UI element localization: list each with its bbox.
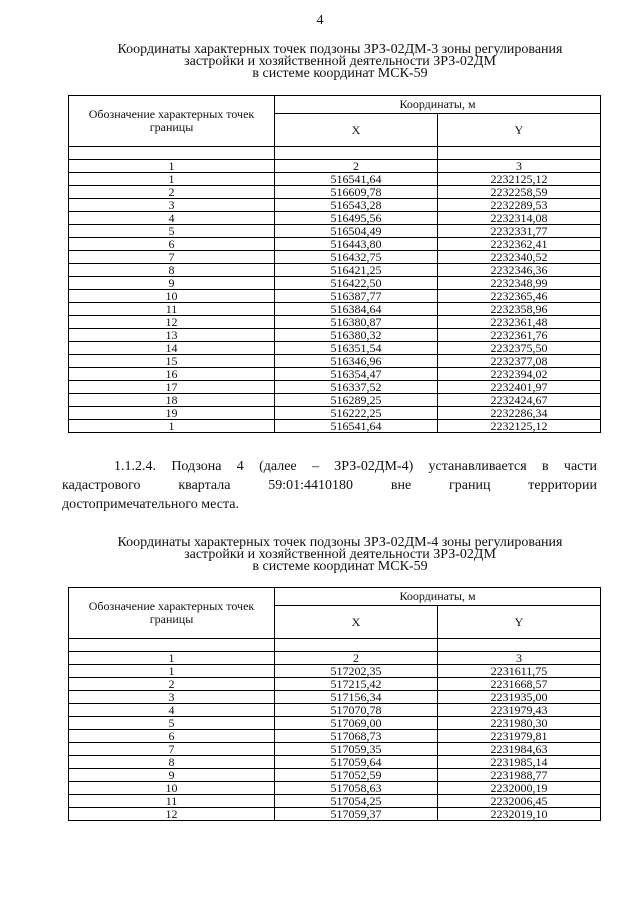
- column-header-y: Y: [438, 114, 601, 147]
- column-header-point-name: Обозначение характерных точек границы: [69, 588, 275, 639]
- column-header-coordinates: Координаты, м: [275, 96, 601, 114]
- point-number-cell: 11: [69, 795, 275, 808]
- y-coordinate-cell: 2231985,14: [438, 756, 601, 769]
- table-row: [69, 186, 601, 199]
- point-number-cell: 9: [69, 769, 275, 782]
- x-coordinate-cell: 516337,52: [275, 381, 438, 394]
- point-number-cell: 12: [69, 808, 275, 821]
- point-number-cell: 1: [69, 420, 275, 433]
- y-coordinate-cell: 2232424,67: [438, 394, 601, 407]
- table-row: [69, 381, 601, 394]
- table-row: [69, 264, 601, 277]
- paragraph-line: 1.1.2.4. Подзона 4 (далее – ЗРЗ-02ДМ-4) устанавливается в части: [114, 459, 597, 474]
- point-number-cell: 5: [69, 225, 275, 238]
- column-header-coordinates: Координаты, м: [275, 588, 601, 606]
- point-number-cell: 19: [69, 407, 275, 420]
- x-coordinate-cell: 517069,00: [275, 717, 438, 730]
- paragraph-line: достопримечательного места.: [62, 497, 239, 512]
- x-coordinate-cell: 516346,96: [275, 355, 438, 368]
- x-coordinate-cell: 516222,25: [275, 407, 438, 420]
- table-row: [69, 342, 601, 355]
- point-number-cell: 1: [69, 173, 275, 186]
- point-number-cell: 4: [69, 212, 275, 225]
- table-row: [69, 251, 601, 264]
- table-row: [69, 303, 601, 316]
- table-row: [69, 238, 601, 251]
- point-number-cell: 12: [69, 316, 275, 329]
- point-number-cell: 18: [69, 394, 275, 407]
- column-number: 3: [438, 652, 601, 665]
- point-number-cell: 3: [69, 691, 275, 704]
- table-row: [69, 290, 601, 303]
- y-coordinate-cell: 2232358,96: [438, 303, 601, 316]
- table2-body: [69, 665, 601, 821]
- table1-title-line: Координаты характерных точек подзоны ЗРЗ-02ДМ-3 зоны регулирования: [117, 42, 563, 57]
- y-coordinate-cell: 2231988,77: [438, 769, 601, 782]
- x-coordinate-cell: 517059,64: [275, 756, 438, 769]
- point-number-cell: 1: [69, 665, 275, 678]
- y-coordinate-cell: 2232340,52: [438, 251, 601, 264]
- x-coordinate-cell: 516609,78: [275, 186, 438, 199]
- table-row: [69, 394, 601, 407]
- column-number: 2: [275, 652, 438, 665]
- x-coordinate-cell: 516432,75: [275, 251, 438, 264]
- y-coordinate-cell: 2232362,41: [438, 238, 601, 251]
- point-number-cell: 2: [69, 186, 275, 199]
- point-number-cell: 16: [69, 368, 275, 381]
- y-coordinate-cell: 2232346,36: [438, 264, 601, 277]
- table2-title: [60, 537, 620, 573]
- point-number-cell: 11: [69, 303, 275, 316]
- y-coordinate-cell: 2232394,02: [438, 368, 601, 381]
- column-number: 2: [275, 160, 438, 173]
- x-coordinate-cell: 516541,64: [275, 173, 438, 186]
- column-header-y: Y: [438, 606, 601, 639]
- x-coordinate-cell: 516351,54: [275, 342, 438, 355]
- table-row: [69, 691, 601, 704]
- x-coordinate-cell: 517059,35: [275, 743, 438, 756]
- point-number-cell: 9: [69, 277, 275, 290]
- x-coordinate-cell: 516354,47: [275, 368, 438, 381]
- table-row: [69, 704, 601, 717]
- x-coordinate-cell: 516380,32: [275, 329, 438, 342]
- table-row: [69, 329, 601, 342]
- table-row: [69, 407, 601, 420]
- y-coordinate-cell: 2232000,19: [438, 782, 601, 795]
- table2-title-line: застройки и хозяйственной деятельности ЗРЗ-02ДМ: [184, 547, 496, 562]
- page-number: 4: [316, 13, 324, 28]
- y-coordinate-cell: 2232365,46: [438, 290, 601, 303]
- x-coordinate-cell: 516289,25: [275, 394, 438, 407]
- table-row: [69, 420, 601, 433]
- point-number-cell: 8: [69, 264, 275, 277]
- x-coordinate-cell: 516543,28: [275, 199, 438, 212]
- point-number-cell: 7: [69, 251, 275, 264]
- table-row: [69, 717, 601, 730]
- column-number: 1: [69, 160, 275, 173]
- x-coordinate-cell: 517058,63: [275, 782, 438, 795]
- point-number-cell: 2: [69, 678, 275, 691]
- y-coordinate-cell: 2231935,00: [438, 691, 601, 704]
- x-coordinate-cell: 517052,59: [275, 769, 438, 782]
- point-number-cell: 17: [69, 381, 275, 394]
- point-number-cell: 10: [69, 290, 275, 303]
- table-row: [69, 769, 601, 782]
- y-coordinate-cell: 2232375,50: [438, 342, 601, 355]
- x-coordinate-cell: 517059,37: [275, 808, 438, 821]
- x-coordinate-cell: 516422,50: [275, 277, 438, 290]
- table-row: [69, 355, 601, 368]
- y-coordinate-cell: 2231668,57: [438, 678, 601, 691]
- y-coordinate-cell: 2232125,12: [438, 420, 601, 433]
- x-coordinate-cell: 517156,34: [275, 691, 438, 704]
- table2-coordinates: [68, 587, 601, 821]
- x-coordinate-cell: 517215,42: [275, 678, 438, 691]
- y-coordinate-cell: 2231979,81: [438, 730, 601, 743]
- table-row: [69, 795, 601, 808]
- table-row: [69, 743, 601, 756]
- y-coordinate-cell: 2232401,97: [438, 381, 601, 394]
- table1-body: [69, 173, 601, 433]
- column-header-x: X: [275, 114, 438, 147]
- x-coordinate-cell: 517054,25: [275, 795, 438, 808]
- table-row: [69, 277, 601, 290]
- table2-title-line: в системе координат МСК-59: [252, 559, 428, 574]
- x-coordinate-cell: 517202,35: [275, 665, 438, 678]
- table-row: [69, 678, 601, 691]
- point-number-cell: 4: [69, 704, 275, 717]
- point-number-cell: 6: [69, 730, 275, 743]
- table-row: [69, 665, 601, 678]
- y-coordinate-cell: 2232286,34: [438, 407, 601, 420]
- table-row: [69, 316, 601, 329]
- table-row: [69, 225, 601, 238]
- x-coordinate-cell: 516504,49: [275, 225, 438, 238]
- y-coordinate-cell: 2232125,12: [438, 173, 601, 186]
- y-coordinate-cell: 2232361,76: [438, 329, 601, 342]
- point-number-cell: 7: [69, 743, 275, 756]
- y-coordinate-cell: 2231979,43: [438, 704, 601, 717]
- y-coordinate-cell: 2232019,10: [438, 808, 601, 821]
- y-coordinate-cell: 2232361,48: [438, 316, 601, 329]
- x-coordinate-cell: 516541,64: [275, 420, 438, 433]
- point-number-cell: 6: [69, 238, 275, 251]
- paragraph-1-1-2-4: [62, 457, 597, 514]
- y-coordinate-cell: 2232314,08: [438, 212, 601, 225]
- point-number-cell: 13: [69, 329, 275, 342]
- column-header-point-name: Обозначение характерных точек границы: [69, 96, 275, 147]
- table1-title-line: в системе координат МСК-59: [252, 66, 428, 81]
- x-coordinate-cell: 516495,56: [275, 212, 438, 225]
- table1-coordinates: [68, 95, 601, 433]
- y-coordinate-cell: 2232331,77: [438, 225, 601, 238]
- x-coordinate-cell: 516387,77: [275, 290, 438, 303]
- table-row: [69, 368, 601, 381]
- y-coordinate-cell: 2231984,63: [438, 743, 601, 756]
- column-number: 1: [69, 652, 275, 665]
- point-number-cell: 15: [69, 355, 275, 368]
- x-coordinate-cell: 516443,80: [275, 238, 438, 251]
- table2-title-line: Координаты характерных точек подзоны ЗРЗ-02ДМ-4 зоны регулирования: [117, 535, 563, 550]
- x-coordinate-cell: 516421,25: [275, 264, 438, 277]
- table-row: [69, 199, 601, 212]
- y-coordinate-cell: 2232289,53: [438, 199, 601, 212]
- y-coordinate-cell: 2231611,75: [438, 665, 601, 678]
- table-row: [69, 808, 601, 821]
- y-coordinate-cell: 2232348,99: [438, 277, 601, 290]
- x-coordinate-cell: 516380,87: [275, 316, 438, 329]
- table-row: [69, 730, 601, 743]
- x-coordinate-cell: 517068,73: [275, 730, 438, 743]
- point-number-cell: 3: [69, 199, 275, 212]
- y-coordinate-cell: 2232377,08: [438, 355, 601, 368]
- point-number-cell: 8: [69, 756, 275, 769]
- x-coordinate-cell: 516384,64: [275, 303, 438, 316]
- point-number-cell: 10: [69, 782, 275, 795]
- y-coordinate-cell: 2232006,45: [438, 795, 601, 808]
- table1-title: [60, 44, 620, 80]
- table-row: [69, 756, 601, 769]
- x-coordinate-cell: 517070,78: [275, 704, 438, 717]
- column-number: 3: [438, 160, 601, 173]
- table-row: [69, 212, 601, 225]
- column-header-x: X: [275, 606, 438, 639]
- table-row: [69, 173, 601, 186]
- point-number-cell: 5: [69, 717, 275, 730]
- paragraph-line: кадастрового квартала 59:01:4410180 вне границ территории: [62, 478, 597, 493]
- point-number-cell: 14: [69, 342, 275, 355]
- y-coordinate-cell: 2232258,59: [438, 186, 601, 199]
- table1-title-line: застройки и хозяйственной деятельности ЗРЗ-02ДМ: [184, 54, 496, 69]
- y-coordinate-cell: 2231980,30: [438, 717, 601, 730]
- table-row: [69, 782, 601, 795]
